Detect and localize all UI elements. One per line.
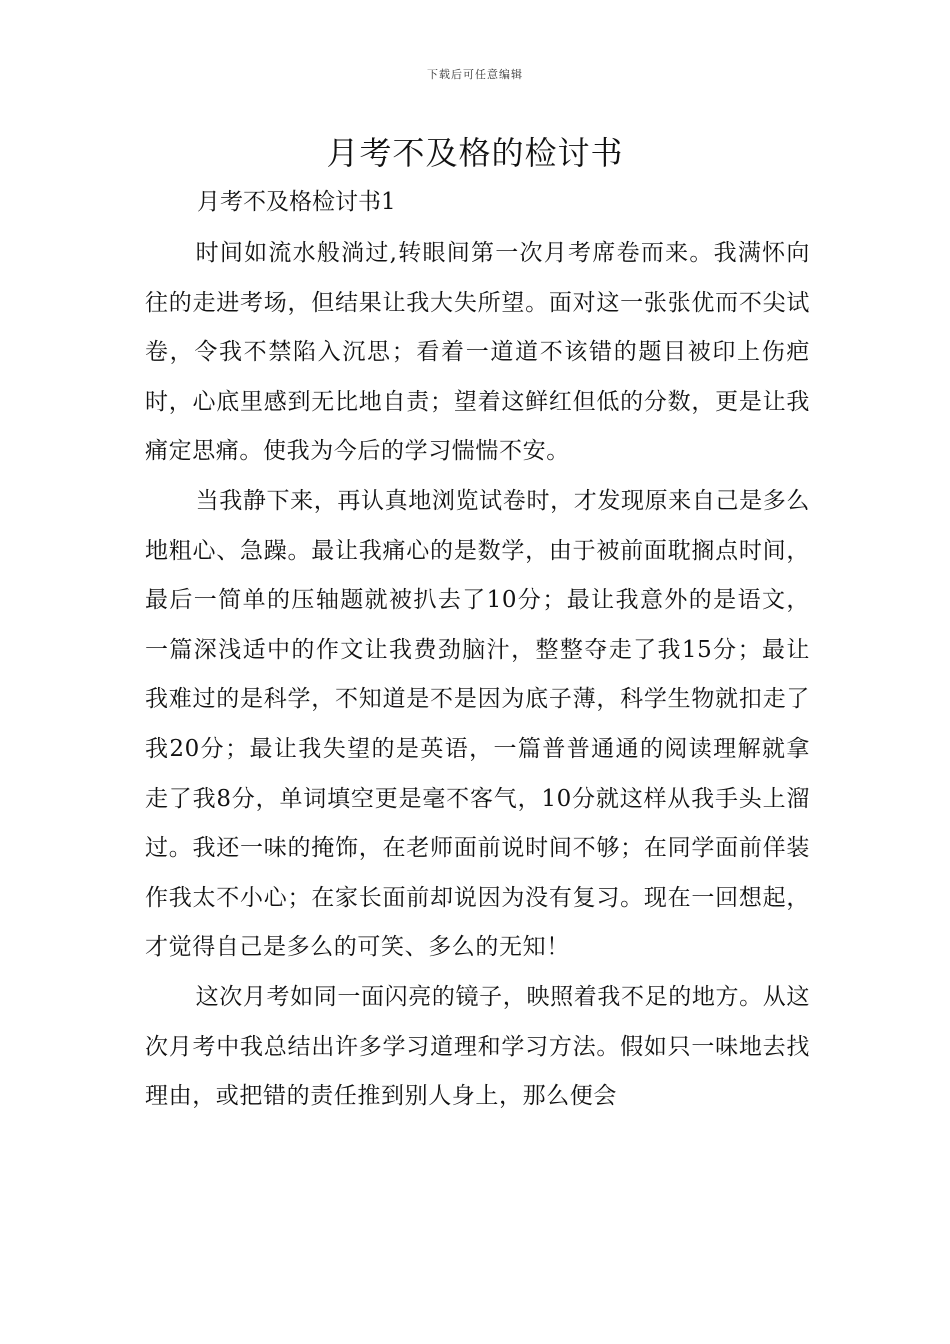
paragraph-1: 时间如流水般淌过,转眼间第一次月考席卷而来。我满怀向往的走进考场，但结果让我大失所望。面对这一张张优而不尖试卷，令我不禁陷入沉思；看着一道道不该错的题目被印上伤疤时，心底里感到无比地自责；望着这鲜红但低的分数，更是让我痛定思痛。使我为今后的学习惴惴不安。 bbox=[145, 240, 810, 465]
paragraph-3: 这次月考如同一面闪亮的镜子，映照着我不足的地方。从这次月考中我总结出许多学习道理和学习方法。假如只一味地去找理由，或把错的责任推到别人身上，那么便会 bbox=[145, 983, 810, 1110]
paragraph-2: 当我静下来，再认真地浏览试卷时，才发现原来自己是多么地粗心、急躁。最让我痛心的是数学，由于被前面耽搁点时间，最后一简单的压轴题就被扒去了10分；最让我意外的是语文，一篇深浅适中的作文让我费劲脑汁，整整夺走了我15分；最让我难过的是科学，不知道是不是因为底子薄，科学生物就扣走了我20分；最让我失望的是英语，一篇普普通通的阅读理解就拿走了我8分，单词填空更是毫不客气，10分就这样从我手头上溜过。我还一味的掩饰，在老师面前说时间不够；在同学面前佯装作我太不小心；在家长面前却说因为没有复习。现在一回想起，才觉得自己是多么的可笑、多么的无知！ bbox=[145, 487, 810, 961]
document-body bbox=[145, 229, 810, 1122]
document-title: 月考不及格的检讨书 bbox=[326, 134, 624, 172]
document-subtitle: 月考不及格检讨书1 bbox=[197, 189, 396, 215]
header-note: 下载后可任意编辑 bbox=[427, 68, 523, 81]
